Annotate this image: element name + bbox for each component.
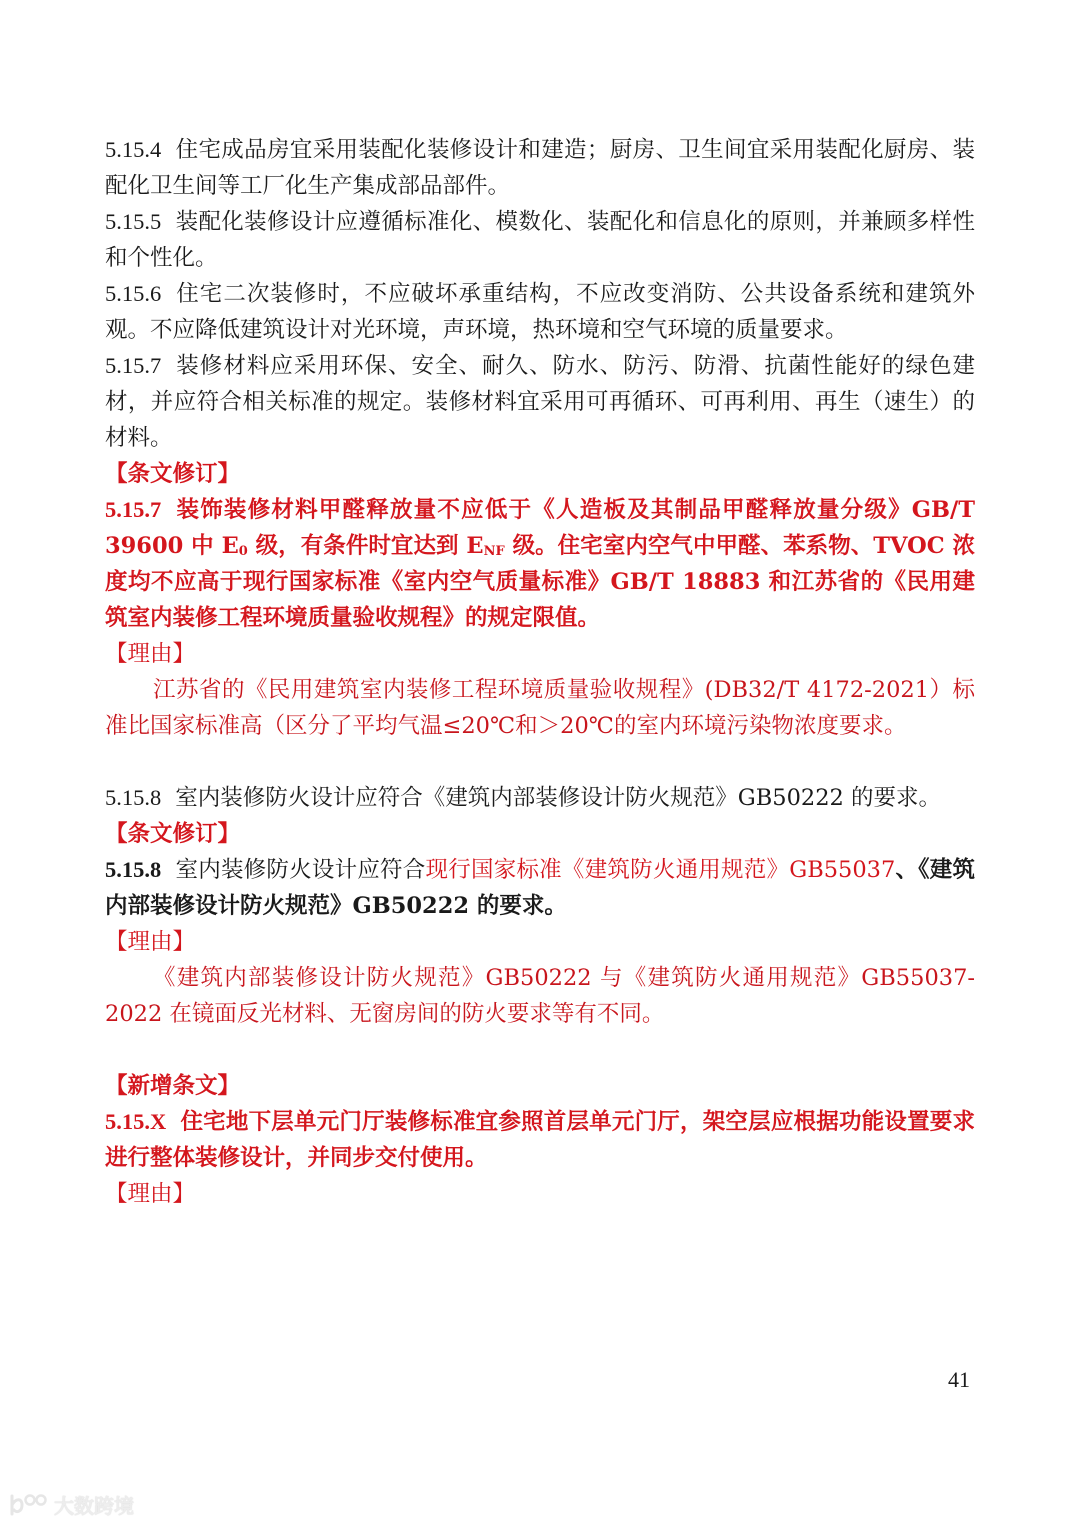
subscript-nf: NF — [483, 544, 505, 559]
revised-text-part1: 装饰装修材料甲醛释放量不应低于《人造板及其制品甲醛释放量分级》GB/T 39600 中 E — [105, 497, 975, 559]
clause-number: 5.15.8 — [105, 857, 162, 882]
brand-logo-icon — [8, 1492, 48, 1518]
clause-text: 装配化装修设计应遵循标准化、模数化、装配化和信息化的原则，并兼顾多样性和个性化。 — [105, 209, 975, 271]
clause-text: 住宅地下层单元门厅装修标准宜参照首层单元门厅，架空层应根据功能设置要求进行整体装修设计，并同步交付使用。 — [105, 1109, 975, 1171]
page-number: 41 — [948, 1367, 970, 1392]
clause-5-15-5 — [105, 204, 975, 276]
clause-5-15-8 — [105, 780, 975, 816]
clause-number: 5.15.5 — [105, 209, 162, 234]
revision-tag: 【条文修订】 — [105, 461, 241, 487]
reason-text: 《建筑内部装修设计防火规范》GB50222 与《建筑防火通用规范》GB55037-2022 在镜面反光材料、无窗房间的防火要求等有不同。 — [105, 965, 975, 1027]
revision-tag: 【条文修订】 — [105, 821, 241, 847]
spacer — [105, 744, 975, 780]
subscript-0: 0 — [238, 544, 248, 559]
clause-number: 5.15.8 — [105, 785, 162, 810]
clause-number: 5.15.7 — [105, 497, 162, 522]
revised-text-part3: 级。住宅室内空气中甲醛、苯系物、TVOC 浓度均不应高于现行国家标准《室内空气质量标准》GB/T 18883 和江苏省的《民用建筑室内装修工程环境质量验收规程》的规定限值。 — [105, 533, 975, 631]
clause-text: 住宅二次装修时，不应破坏承重结构，不应改变消防、公共设备系统和建筑外观。不应降低建筑设计对光环境，声环境，热环境和空气环境的质量要求。 — [105, 281, 975, 343]
spacer — [105, 1032, 975, 1068]
clause-number: 5.15.4 — [105, 137, 162, 162]
revised-text-red: 现行国家标准《建筑防火通用规范》GB55037 — [425, 857, 896, 883]
reason-text: 江苏省的《民用建筑室内装修工程环境质量验收规程》(DB32/T 4172-2021）标准比国家标准高（区分了平均气温≤20℃和＞20℃的室内环境污染物浓度要求。 — [105, 677, 975, 739]
watermark — [8, 1490, 134, 1519]
reason-tag: 【理由】 — [105, 641, 196, 667]
revised-clause-5-15-8 — [105, 852, 975, 924]
clause-text: 装修材料应采用环保、安全、耐久、防水、防污、防滑、抗菌性能好的绿色建材，并应符合相关标准的规定。装修材料宜采用可再循环、可再利用、再生（速生）的材料。 — [105, 353, 975, 451]
clause-number: 5.15.7 — [105, 353, 162, 378]
revised-text-part2: 级，有条件时宜达到 E — [247, 533, 484, 559]
clause-5-15-7 — [105, 348, 975, 456]
reason-tag: 【理由】 — [105, 929, 196, 955]
revised-clause-5-15-7 — [105, 492, 975, 636]
clause-5-15-6 — [105, 276, 975, 348]
clause-text: 室内装修防火设计应符合《建筑内部装修设计防火规范》GB50222 的要求。 — [175, 785, 941, 811]
document-page — [105, 132, 975, 1212]
clause-text: 住宅成品房宜采用装配化装修设计和建造；厨房、卫生间宜采用装配化厨房、装配化卫生间等工厂化生产集成部品部件。 — [105, 137, 975, 199]
revised-text-tail: 、《建筑内部装修设计防火规范》GB50222 的要求。 — [105, 857, 975, 919]
new-clause-tag: 【新增条文】 — [105, 1073, 241, 1099]
clause-number: 5.15.X — [105, 1109, 167, 1134]
clause-5-15-4 — [105, 132, 975, 204]
revised-text-black: 室内装修防火设计应符合 — [175, 857, 426, 883]
new-clause-5-15-x — [105, 1104, 975, 1176]
reason-tag: 【理由】 — [105, 1181, 196, 1207]
clause-number: 5.15.6 — [105, 281, 162, 306]
watermark-text: 大数跨境 — [54, 1494, 134, 1518]
